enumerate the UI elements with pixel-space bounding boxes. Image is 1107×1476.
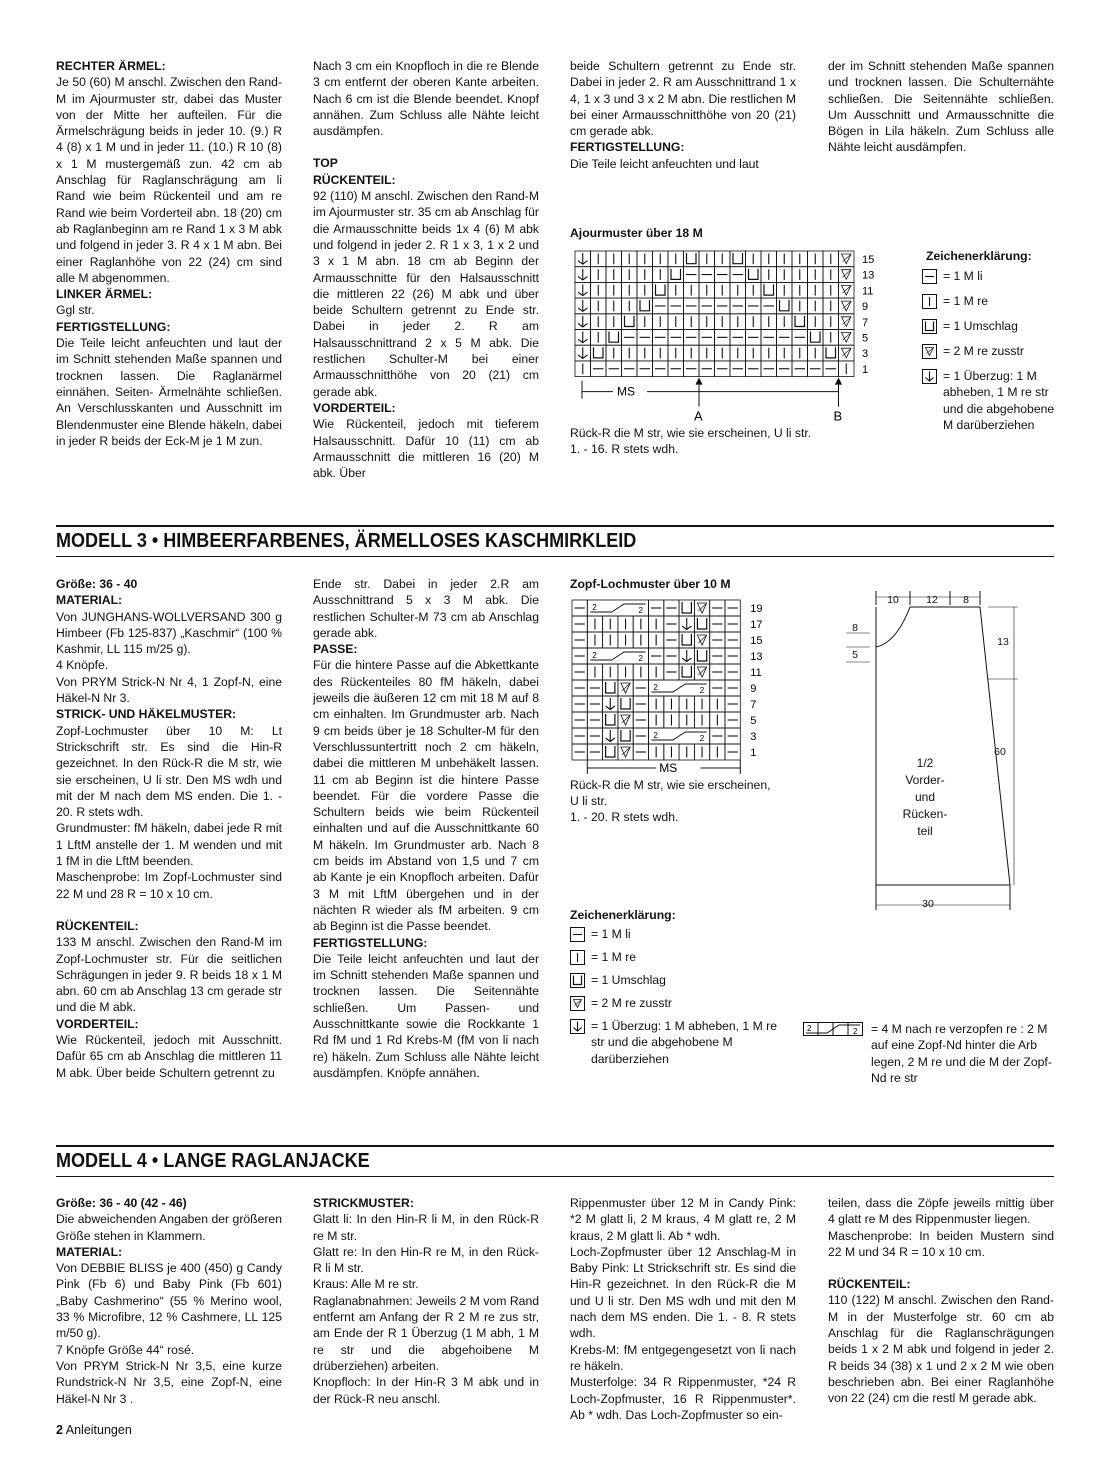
- svg-text:2: 2: [592, 603, 597, 612]
- legend-text: = 1 Umschlag: [591, 973, 666, 987]
- paragraph: STRICKMUSTER:: [313, 1196, 414, 1210]
- paragraph: Raglanabnahmen: Jeweils 2 M vom Rand entfernt am Anfang der R 2 M re zus str, am Ende der R 1 Überzug (1 M abh, 1 M re str und die abgehoibene M drüberziehen) arbeiten.: [313, 1293, 539, 1373]
- legend-item: [570, 1018, 785, 1067]
- row-number: 1: [862, 363, 869, 376]
- ms-label: MS: [659, 761, 678, 775]
- row-number: 3: [750, 731, 757, 743]
- paragraph: MATERIAL:: [56, 593, 123, 608]
- ajour-chart: [570, 248, 890, 438]
- paragraph: [828, 1260, 1054, 1276]
- section1-col2: [313, 58, 539, 481]
- paragraph: TOP: [313, 156, 338, 171]
- paragraph: RÜCKENTEIL:: [828, 1277, 911, 1292]
- svg-text:2: 2: [807, 1024, 812, 1033]
- paragraph: MATERIAL:: [56, 1244, 123, 1259]
- row-number: 5: [750, 715, 757, 727]
- modell3-heading: MODELL 3 • HIMBEERFARBENES, ÄRMELLOSES KASCHMIRKLEID: [56, 529, 637, 552]
- section1-col1: [56, 58, 282, 449]
- legend-text: = 1 M li: [943, 269, 983, 283]
- svg-text:2: 2: [638, 606, 643, 615]
- paragraph: Die abweichenden Angaben der größeren Größe stehen in Klammern.: [56, 1212, 282, 1243]
- chart2-title: Zopf-Lochmuster über 10 M: [570, 577, 731, 591]
- row-number: 7: [862, 316, 869, 329]
- purl-symbol-icon: [570, 927, 585, 942]
- paragraph: Die Teile leicht anfeuchten und laut der im Schnitt stehenden Maße spannen und trocknen lassen. Die Seitennähte schließen. Um Passen- und Ausschnittkante sowie die Rockkante 1 Rd fM und 1 Rd Krebs-M (fM von li nach re) häkeln. Zum Schluss alle Nähte leicht ausdämpfen. Knöpfe annähen.: [313, 951, 539, 1080]
- section1-col4: [828, 58, 1054, 156]
- chart1-note1: Rück-R die M str, wie sie erscheinen, U li str.: [570, 426, 812, 440]
- chart2-note3: 1. - 20. R stets wdh.: [570, 810, 679, 824]
- paragraph: Ende str. Dabei in jeder 2.R am Ausschnittrand 5 x 3 M abk. Die restlichen Schulter-M 73 cm ab Anschlag gerade abk.: [313, 577, 539, 640]
- legend-item: [570, 949, 785, 965]
- paragraph: Größe: 36 - 40 (42 - 46): [56, 1196, 187, 1210]
- knit-symbol-icon: [570, 950, 585, 965]
- legend-item: [922, 268, 1057, 284]
- row-number: 9: [862, 301, 869, 314]
- modell4-col2: [313, 1195, 539, 1407]
- paragraph: Maschenprobe: In beiden Mustern sind 22 M und 34 R = 10 x 10 cm.: [828, 1228, 1054, 1259]
- dim-left-1: 8: [852, 622, 858, 634]
- chart2-note1: Rück-R die M str, wie sie erscheinen,: [570, 778, 771, 792]
- svg-text:2: 2: [653, 683, 658, 692]
- cable-symbol-icon: [803, 1022, 863, 1036]
- svg-text:2: 2: [638, 654, 643, 663]
- paragraph: LINKER ÄRMEL:: [56, 287, 153, 302]
- paragraph: Ggl str.: [56, 303, 95, 318]
- modell3-col1: [56, 576, 282, 1081]
- paragraph: Musterfolge: 34 R Rippenmuster, *24 R Loch-Zopfmuster, 16 R Rippenmuster*. Ab * wdh. Das Loch-Zopfmuster so ein-: [570, 1375, 796, 1422]
- row-number: 11: [750, 667, 762, 679]
- k2tog-icon: [922, 344, 937, 359]
- paragraph: Je 50 (60) M anschl. Zwischen den Rand-M im Ajourmuster str, dabei das Muster von der Mitte her aufteilen. Für die Ärmelschrägung beids in jeder 10. (9.) R 4 (8) x 1 M und in jeder 11. (10.) R 10 (8) x 1 M mustergemäß zun. 42 cm ab Anschlag für Raglanschrägung am li Rand wie beim Rückenteil und am re Rand wie beim Vorderteil abn. 18 (20) cm ab Raglanbeginn am re Rand 1 x 3 M abk und folgend in jeder 3. R 4 x 1 M abn. Bei einer Raglanhöhe von 22 (24) cm sind alle M abgenommen.: [56, 75, 282, 285]
- dim-bottom: 30: [922, 898, 934, 910]
- legend-item: [570, 926, 785, 942]
- paragraph: FERTIGSTELLUNG:: [56, 319, 171, 334]
- purl-symbol-icon: [922, 269, 937, 284]
- paragraph: Glatt li: In den Hin-R li M, in den Rück-R re M str.: [313, 1212, 539, 1243]
- paragraph: 7 Knöpfe Größe 44“ rosé.: [56, 1342, 195, 1357]
- paragraph: Die Teile leicht anfeuchten und laut: [570, 156, 759, 171]
- legend-text: = 1 Umschlag: [943, 319, 1018, 333]
- page-number: 2: [56, 1423, 63, 1437]
- modell4-col4: [828, 1195, 1054, 1407]
- paragraph: Zopf-Lochmuster über 10 M: Lt Strickschrift str. Es sind die Hin-R gezeichnet. In den Rück-R die M str, wie sie erscheinen, U li str. Den MS wdh und mit der M nach dem MS enden. Die 1. - 20. R stets wdh.: [56, 723, 282, 820]
- row-number: 15: [862, 254, 875, 266]
- paragraph: 133 M anschl. Zwischen den Rand-M im Zopf-Lochmuster str. Für die seitlichen Schrägungen in jeder 9. R beids 18 x 1 M abn. 60 cm ab Anschlag 13 cm gerade str und die M abk.: [56, 935, 282, 1015]
- legend-item: [922, 293, 1057, 309]
- page-footer: [56, 1422, 132, 1438]
- legend-text: = 1 Überzug: 1 M abheben, 1 M re str und die abgehobene M darüberziehen: [943, 369, 1055, 432]
- paragraph: Für die hintere Passe auf die Abkettkante des Rückenteiles 80 fM häkeln, dabei jeweils die äußeren 12 cm mit 18 M auf 8 cm einhalten. Im Grundmuster arb. Nach 9 cm beids über je 18 Schulter-M für den Verschlussuntertritt noch 2 cm häkeln, dabei die mittleren M unbehäkelt lassen. 11 cm ab Beginn ist die hintere Passe beendet. Für die vordere Passe die Schultern beids wie beim Rückenteil einhalten und auf die Ausschnittkante 60 M häkeln. Im Grundmuster arb. Nach 8 cm beids im Abstand von 1,5 und 7 cm ab Kante je ein Knopfloch arbeiten. Dafür 3 M mit LftM übergehen und in der nächten R wieder als fM arbeiten. 9 cm ab Beginn ist die Passe beendet.: [313, 658, 539, 934]
- dim-right-2: 60: [994, 746, 1006, 758]
- svg-text:2: 2: [592, 651, 597, 660]
- paragraph: 92 (110) M anschl. Zwischen den Rand-M im Ajourmuster str. 35 cm ab Anschlag für die Armausschnitte beids 1x 4 (6) M abk und folgend in jeder 2. R 1 x 3, 1 x 2 und 3 x 1 M abn. 18 cm ab Beginn der Armausschnitte für den Halsausschnitt die mittleren 22 (26) M abk und über beide Schultern getrennt zu Ende str. Dabei in jeder 2. R am Halsausschnittrand 2 x 5 M abk. Die restlichen Schulter-M bei einer Armausschnitthöhe von 20 (21) cm gerade abk.: [313, 189, 539, 399]
- paragraph: teilen, dass die Zöpfe jeweils mittig über 4 glatt re M des Rippenmuster liegen.: [828, 1196, 1054, 1227]
- paragraph: Von JUNGHANS-WOLLVERSAND 300 g Himbeer (Fb 125-837) „Kaschmir“ (100 % Kashmir, LL 115 m/25 g).: [56, 609, 282, 657]
- paragraph: der im Schnitt stehenden Maße spannen und trocknen lassen. Die Schulternähte schließen. Die Seitennähte schließen. Um Ausschnitt und Armausschnitte die Bögen in Lila häkeln. Zum Schluss alle Nähte leicht ausdämpfen.: [828, 59, 1054, 155]
- schematic-label-1: 1/2: [916, 756, 934, 770]
- zopf-loch-chart: [570, 598, 780, 783]
- legend-text: = 1 M li: [591, 927, 631, 941]
- paragraph: Krebs-M: fM entgegengesetzt von li nach re häkeln.: [570, 1342, 796, 1373]
- row-number: 17: [750, 619, 763, 631]
- paragraph: Grundmuster: fM häkeln, dabei jede R mit 1 LftM anstelle der 1. M wenden und mit 1 fM in die LftM beenden.: [56, 821, 282, 869]
- legend-text: = 1 M re: [591, 950, 637, 964]
- paragraph: [313, 139, 539, 155]
- svg-text:2: 2: [853, 1027, 858, 1036]
- legend-text: = 2 M re zusstr: [943, 344, 1024, 358]
- row-number: 3: [862, 348, 869, 361]
- paragraph: VORDERTEIL:: [313, 400, 396, 415]
- schematic-label-5: teil: [917, 824, 933, 838]
- row-number: 11: [862, 285, 874, 298]
- modell4-col3: [570, 1195, 796, 1423]
- skp-icon: [570, 1019, 585, 1034]
- row-number: 7: [750, 699, 757, 711]
- dim-top-1: 10: [887, 594, 899, 606]
- legend-item: [922, 343, 1057, 359]
- paragraph: FERTIGSTELLUNG:: [570, 140, 685, 155]
- chart1-title: Ajourmuster über 18 M: [570, 226, 703, 240]
- cable-legend-text: = 4 M nach re verzopfen re : 2 M auf eine Zopf-Nd hinter die Arb legen, 2 M re und die M der Zopf-Nd re str: [871, 1022, 1052, 1085]
- paragraph: RÜCKENTEIL:: [313, 172, 396, 187]
- schematic-label-3: und: [914, 790, 936, 804]
- paragraph: Glatt re: In den Hin-R re M, in den Rück-R li M str.: [313, 1244, 539, 1276]
- legend-item: [922, 318, 1057, 334]
- footer-label: Anleitungen: [65, 1423, 132, 1437]
- paragraph: beide Schultern getrennt zu Ende str. Dabei in jeder 2. R am Ausschnittrand 1 x 4, 1 x 3 und 3 x 2 M abn. Die restlichen M bei einer Armausschnitthöhe von 20 (21) cm gerade abk.: [570, 59, 796, 139]
- paragraph: [56, 902, 282, 918]
- dim-top-2: 12: [926, 594, 938, 606]
- legend2-title: Zeichenerklärung:: [570, 908, 676, 922]
- section1-col3: [570, 58, 796, 172]
- legend-text: = 2 M re zusstr: [591, 996, 672, 1010]
- modell3-rule-bottom: [56, 556, 1054, 557]
- legend-item: [922, 368, 1057, 433]
- yarn-over-icon: [922, 319, 937, 334]
- paragraph: Größe: 36 - 40: [56, 577, 138, 591]
- modell3-col2: [313, 576, 539, 1081]
- paragraph: PASSE:: [313, 642, 358, 657]
- paragraph: Kraus: Alle M re str.: [313, 1277, 419, 1292]
- chart2-note2: U li str.: [570, 794, 608, 808]
- dress-schematic: [840, 585, 1020, 915]
- schematic-outline: [876, 607, 1010, 885]
- legend-item: [570, 995, 785, 1011]
- paragraph: STRICK- UND HÄKELMUSTER:: [56, 707, 237, 722]
- modell4-rule: [56, 1145, 1054, 1147]
- k2tog-icon: [570, 996, 585, 1011]
- paragraph: VORDERTEIL:: [56, 1016, 139, 1031]
- paragraph: 4 Knöpfe.: [56, 658, 109, 673]
- dim-right-1: 13: [997, 636, 1009, 648]
- chart1-note2: 1. - 16. R stets wdh.: [570, 442, 679, 456]
- marker-b: B: [833, 408, 843, 424]
- paragraph: Die Teile leicht anfeuchten und laut der im Schnitt stehenden Maße spannen und trocknen lassen. Die Raglanärmel einnähen. Seiten- Ärmelnähte schließen. An Verschlusskanten und Ausschnitt im Blendenmuster eine Blende häkeln, dabei in jeder R beids der Eck-M je 1 M zun.: [56, 336, 282, 448]
- paragraph: Knopfloch: In der Hin-R 3 M abk und in der Rück-R neu anschl.: [313, 1375, 539, 1406]
- row-number: 19: [750, 603, 763, 615]
- skp-icon: [922, 369, 937, 384]
- row-number: 1: [750, 747, 757, 759]
- schematic-label-2: Vorder-: [905, 773, 945, 787]
- cable-legend: [803, 1021, 1063, 1086]
- paragraph: RECHTER ÄRMEL:: [56, 59, 166, 73]
- modell4-rule-bottom: [56, 1176, 1054, 1177]
- modell4-col1: [56, 1195, 282, 1407]
- legend-item: [570, 972, 785, 988]
- row-number: 5: [862, 332, 869, 345]
- row-number: 9: [750, 683, 757, 695]
- paragraph: Wie Rückenteil, jedoch mit Ausschnitt. Dafür 65 cm ab Anschlag die mittleren 11 M abk. Über beide Schultern getrennt zu: [56, 1033, 282, 1080]
- row-number: 15: [750, 635, 763, 647]
- yarn-over-icon: [570, 973, 585, 988]
- paragraph: 110 (122) M anschl. Zwischen den Rand-M in der Musterfolge str. 60 cm ab Anschlag für die Raglanschrägungen beids 1 x 2 M abk und folgend in jeder 2. R beids 34 (38) x 1 und 2 x 2 M wie oben beschrieben abn. Bei einer Raglanhöhe von 22 (24) cm die restl M gerade abk.: [828, 1293, 1054, 1406]
- ms-label: MS: [617, 384, 635, 399]
- knit-symbol-icon: [922, 294, 937, 309]
- svg-text:2: 2: [699, 686, 705, 695]
- schematic-label-4: Rücken-: [902, 807, 948, 821]
- dim-left-2: 5: [852, 649, 858, 661]
- paragraph: FERTIGSTELLUNG:: [313, 935, 428, 950]
- paragraph: Von DEBBIE BLISS je 400 (450) g Candy Pink (Fb 6) und Baby Pink (Fb 601) „Baby Cashmerino“ (55 % Merino wool, 33 % Microfibre, 12 % Cashmere, LL 125 m/50 g).: [56, 1261, 282, 1341]
- paragraph: RÜCKENTEIL:: [56, 918, 139, 933]
- paragraph: Von PRYM Strick-N Nr 4, 1 Zopf-N, eine Häkel-N Nr 3.: [56, 674, 282, 706]
- paragraph: Wie Rückenteil, jedoch mit tieferem Halsausschnitt. Dafür 10 (11) cm ab Armausschnitt die mittleren 16 (20) M abk. Über: [313, 417, 539, 481]
- modell3-rule: [56, 525, 1054, 527]
- paragraph: Maschenprobe: Im Zopf-Lochmuster sind 22 M und 28 R = 10 x 10 cm.: [56, 870, 282, 901]
- paragraph: Nach 3 cm ein Knopfloch in die re Blende 3 cm entfernt der oberen Kante arbeiten. Nach 6 cm ist die Blende beendet. Knopf annähen. Zum Schluss alle Nähte leicht ausdämpfen.: [313, 59, 539, 139]
- row-number: 13: [750, 651, 763, 663]
- row-number: 13: [862, 269, 875, 282]
- legend-text: = 1 Überzug: 1 M abheben, 1 M re str und die abgehobene M darüberziehen: [591, 1019, 777, 1066]
- paragraph: Rippenmuster über 12 M in Candy Pink: *2 M glatt li, 2 M kraus, 4 M glatt re, 2 M kraus, 2 M glatt li. Ab * wdh.: [570, 1196, 796, 1243]
- legend1-title: Zeichenerklärung:: [926, 249, 1032, 263]
- paragraph: Von PRYM Strick-N Nr 3,5, eine kurze Rundstrick-N Nr 3,5, eine Zopf-N, eine Häkel-N Nr 3 .: [56, 1358, 282, 1406]
- svg-text:2: 2: [699, 734, 705, 743]
- legend-text: = 1 M re: [943, 294, 989, 308]
- marker-a: A: [694, 408, 703, 424]
- dim-top-3: 8: [963, 594, 969, 606]
- modell4-heading: MODELL 4 • LANGE RAGLANJACKE: [56, 1149, 370, 1172]
- svg-text:2: 2: [653, 731, 658, 740]
- paragraph: Loch-Zopfmuster über 12 Anschlag-M in Baby Pink: Lt Strickschrift str. Es sind die Hin-R gezeichnet. In den Rück-R die M und U li str. Den MS wdh und mit den M nach dem MS enden. Die 1. - 8. R stets wdh.: [570, 1244, 796, 1341]
